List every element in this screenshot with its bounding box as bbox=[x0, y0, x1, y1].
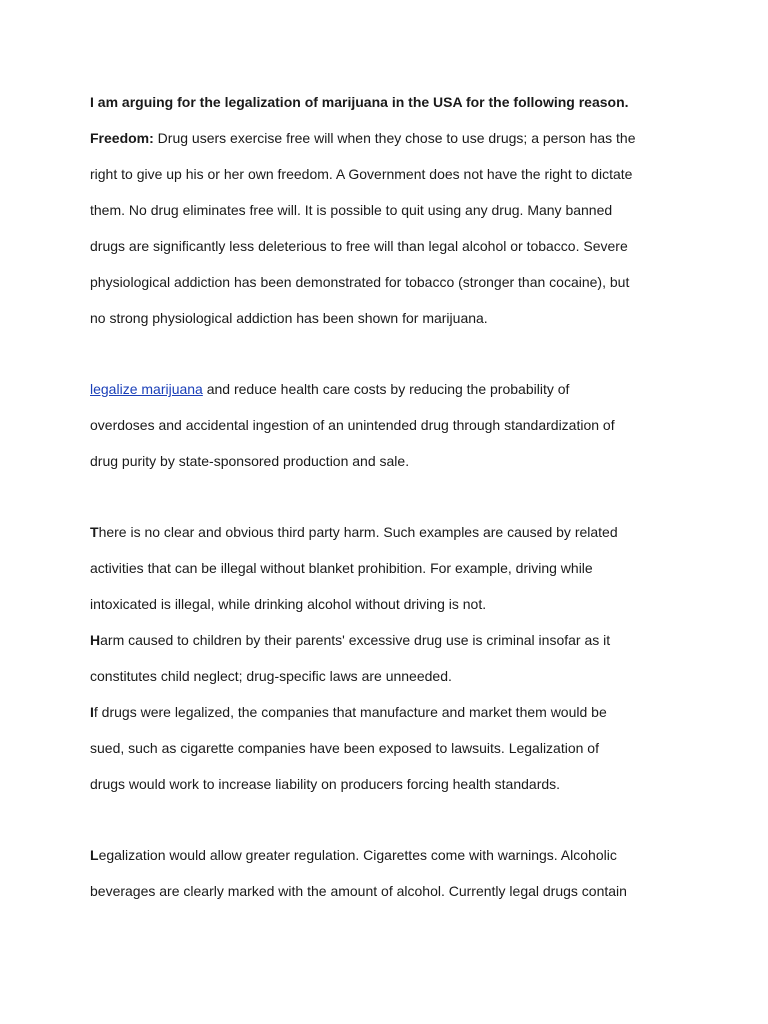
paragraph-line: intoxicated is illegal, while drinking alcohol without driving is not. bbox=[90, 596, 487, 612]
paragraph-regulation bbox=[90, 845, 690, 917]
paragraph-line bbox=[90, 128, 690, 164]
paragraph-gap bbox=[90, 344, 690, 379]
paragraph-line: overdoses and accidental ingestion of an unintended drug through standardization of bbox=[90, 417, 615, 433]
paragraph-line: beverages are clearly marked with the amount of alcohol. Currently legal drugs contain bbox=[90, 883, 627, 899]
paragraph-third-party-harm bbox=[90, 522, 690, 630]
paragraph-line: drugs would work to increase liability on producers forcing health standards. bbox=[90, 776, 561, 792]
paragraph-liability bbox=[90, 702, 690, 810]
paragraph-initial: T bbox=[90, 524, 99, 540]
paragraph-line bbox=[90, 630, 690, 666]
paragraph-line: drugs are significantly less deleterious to free will than legal alcohol or tobacco. Severe bbox=[90, 238, 628, 254]
document-heading: I am arguing for the legalization of marijuana in the USA for the following reason. bbox=[90, 94, 629, 110]
paragraph-text: Drug users exercise free will when they chose to use drugs; a person has the bbox=[153, 130, 636, 146]
paragraph-text: egalization would allow greater regulation. Cigarettes come with warnings. Alcoholic bbox=[98, 847, 617, 863]
paragraph-gap bbox=[90, 810, 690, 845]
paragraph-line: constitutes child neglect; drug-specific laws are unneeded. bbox=[90, 668, 452, 684]
paragraph-text: and reduce health care costs by reducing the probability of bbox=[202, 381, 570, 397]
paragraph-line: right to give up his or her own freedom. A Government does not have the right to dictate bbox=[90, 166, 633, 182]
paragraph-text: here is no clear and obvious third party harm. Such examples are caused by related bbox=[98, 524, 618, 540]
paragraph-child-harm bbox=[90, 630, 690, 702]
paragraph-line: drug purity by state-sponsored production and sale. bbox=[90, 453, 410, 469]
paragraph-line bbox=[90, 522, 690, 558]
paragraph-freedom bbox=[90, 128, 690, 344]
paragraph-initial: H bbox=[90, 632, 101, 648]
paragraph-line: no strong physiological addiction has been shown for marijuana. bbox=[90, 310, 488, 326]
paragraph-health-costs bbox=[90, 379, 690, 487]
legalize-marijuana-link[interactable]: legalize marijuana bbox=[90, 381, 203, 397]
paragraph-line bbox=[90, 379, 690, 415]
paragraph-initial: I bbox=[90, 704, 94, 720]
paragraph-lead: Freedom: bbox=[90, 130, 154, 146]
paragraph-gap bbox=[90, 487, 690, 522]
paragraph-line: activities that can be illegal without blanket prohibition. For example, driving while bbox=[90, 560, 593, 576]
paragraph-line: them. No drug eliminates free will. It is possible to quit using any drug. Many banned bbox=[90, 202, 613, 218]
paragraph-line bbox=[90, 702, 690, 738]
paragraph-line bbox=[90, 845, 690, 881]
paragraph-initial: L bbox=[90, 847, 99, 863]
paragraph-line: physiological addiction has been demonstrated for tobacco (stronger than cocaine), but bbox=[90, 274, 630, 290]
document-body bbox=[90, 92, 690, 917]
paragraph-text: arm caused to children by their parents' excessive drug use is criminal insofar as it bbox=[100, 632, 611, 648]
paragraph-text: f drugs were legalized, the companies that manufacture and market them would be bbox=[93, 704, 607, 720]
paragraph-line: sued, such as cigarette companies have been exposed to lawsuits. Legalization of bbox=[90, 740, 599, 756]
